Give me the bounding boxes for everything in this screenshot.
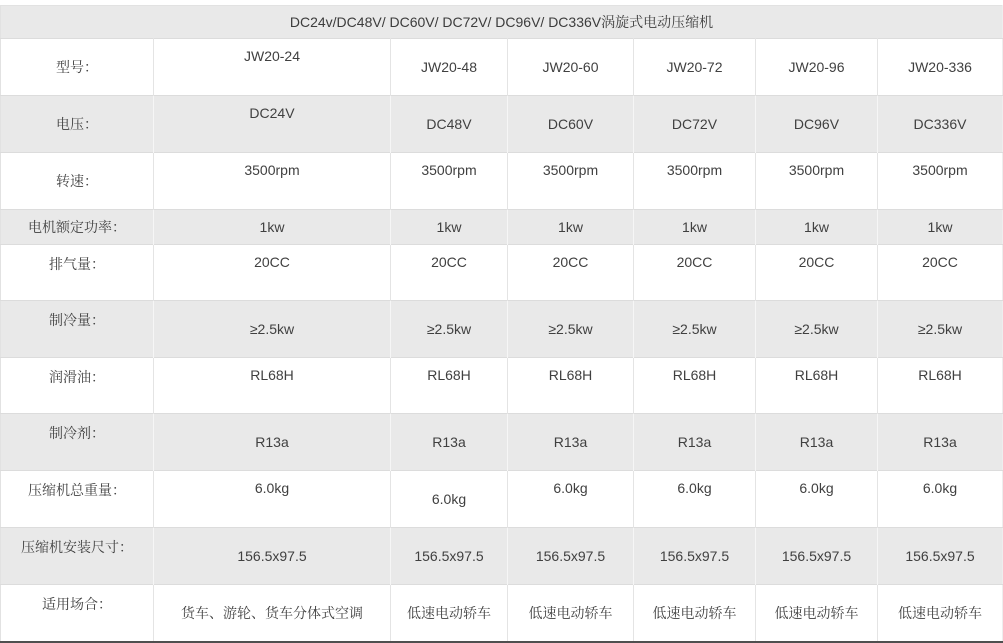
spec-row: [1, 96, 1003, 153]
value-cell: R13a: [756, 414, 878, 471]
row-label: 电机额定功率：: [1, 210, 154, 245]
table-title: DC24v/DC48V/ DC60V/ DC72V/ DC96V/ DC336V涡旋式电动压缩机: [1, 6, 1003, 39]
value-cell: 1kw: [634, 210, 756, 245]
row-label: 排气量：: [1, 245, 154, 301]
value-cell: ≥2.5kw: [756, 301, 878, 358]
value-cell: DC60V: [508, 96, 634, 153]
value-cell: JW20-48: [391, 39, 508, 96]
value-cell: R13a: [508, 414, 634, 471]
value-cell: 3500rpm: [391, 153, 508, 210]
spec-row: [1, 153, 1003, 210]
value-cell: RL68H: [878, 358, 1003, 414]
spec-row: [1, 414, 1003, 471]
value-cell: 3500rpm: [634, 153, 756, 210]
value-cell: 低速电动轿车: [756, 585, 878, 643]
value-cell: 156.5x97.5: [391, 528, 508, 585]
value-cell: DC96V: [756, 96, 878, 153]
value-cell: 20CC: [391, 245, 508, 301]
value-cell: 3500rpm: [154, 153, 391, 210]
row-label: 压缩机总重量：: [1, 471, 154, 528]
spec-row: [1, 528, 1003, 585]
value-cell: 20CC: [634, 245, 756, 301]
value-cell: 20CC: [508, 245, 634, 301]
value-cell: 1kw: [756, 210, 878, 245]
value-cell: 1kw: [508, 210, 634, 245]
value-cell: RL68H: [756, 358, 878, 414]
value-cell: R13a: [391, 414, 508, 471]
value-cell: R13a: [878, 414, 1003, 471]
spec-row: [1, 210, 1003, 245]
row-label: 型号：: [1, 39, 154, 96]
spec-table-body: [1, 6, 1003, 643]
value-cell: 6.0kg: [878, 471, 1003, 528]
value-cell: 3500rpm: [756, 153, 878, 210]
value-cell: 1kw: [154, 210, 391, 245]
spec-table: [0, 5, 1003, 643]
row-label: 电压：: [1, 96, 154, 153]
spec-row: [1, 585, 1003, 643]
value-cell: 低速电动轿车: [391, 585, 508, 643]
value-cell: 156.5x97.5: [756, 528, 878, 585]
value-cell: 6.0kg: [634, 471, 756, 528]
value-cell: RL68H: [634, 358, 756, 414]
value-cell: ≥2.5kw: [154, 301, 391, 358]
value-cell: 低速电动轿车: [508, 585, 634, 643]
value-cell: JW20-72: [634, 39, 756, 96]
value-cell: 156.5x97.5: [508, 528, 634, 585]
value-cell: 3500rpm: [508, 153, 634, 210]
row-label: 制冷量：: [1, 301, 154, 358]
value-cell: R13a: [634, 414, 756, 471]
value-cell: ≥2.5kw: [391, 301, 508, 358]
value-cell: 6.0kg: [756, 471, 878, 528]
spec-row: [1, 358, 1003, 414]
row-label: 润滑油：: [1, 358, 154, 414]
value-cell: DC24V: [154, 96, 391, 153]
value-cell: 6.0kg: [391, 471, 508, 528]
value-cell: 20CC: [756, 245, 878, 301]
value-cell: DC336V: [878, 96, 1003, 153]
value-cell: 1kw: [878, 210, 1003, 245]
row-label: 适用场合：: [1, 585, 154, 643]
value-cell: ≥2.5kw: [508, 301, 634, 358]
value-cell: RL68H: [391, 358, 508, 414]
spec-row: [1, 301, 1003, 358]
value-cell: RL68H: [154, 358, 391, 414]
value-cell: 1kw: [391, 210, 508, 245]
value-cell: 156.5x97.5: [878, 528, 1003, 585]
value-cell: JW20-336: [878, 39, 1003, 96]
value-cell: JW20-60: [508, 39, 634, 96]
value-cell: DC48V: [391, 96, 508, 153]
spec-row: [1, 39, 1003, 96]
value-cell: 6.0kg: [154, 471, 391, 528]
value-cell: 3500rpm: [878, 153, 1003, 210]
value-cell: 低速电动轿车: [634, 585, 756, 643]
value-cell: 低速电动轿车: [878, 585, 1003, 643]
value-cell: 156.5x97.5: [154, 528, 391, 585]
value-cell: DC72V: [634, 96, 756, 153]
value-cell: 20CC: [878, 245, 1003, 301]
value-cell: RL68H: [508, 358, 634, 414]
value-cell: 6.0kg: [508, 471, 634, 528]
value-cell: JW20-24: [154, 39, 391, 96]
value-cell: 货车、游轮、货车分体式空调: [154, 585, 391, 643]
value-cell: ≥2.5kw: [878, 301, 1003, 358]
spec-row: [1, 471, 1003, 528]
row-label: 压缩机安装尺寸：: [1, 528, 154, 585]
spec-row: [1, 245, 1003, 301]
table-header-row: [1, 6, 1003, 39]
value-cell: R13a: [154, 414, 391, 471]
row-label: 转速：: [1, 153, 154, 210]
value-cell: JW20-96: [756, 39, 878, 96]
value-cell: 20CC: [154, 245, 391, 301]
row-label: 制冷剂：: [1, 414, 154, 471]
value-cell: ≥2.5kw: [634, 301, 756, 358]
value-cell: 156.5x97.5: [634, 528, 756, 585]
